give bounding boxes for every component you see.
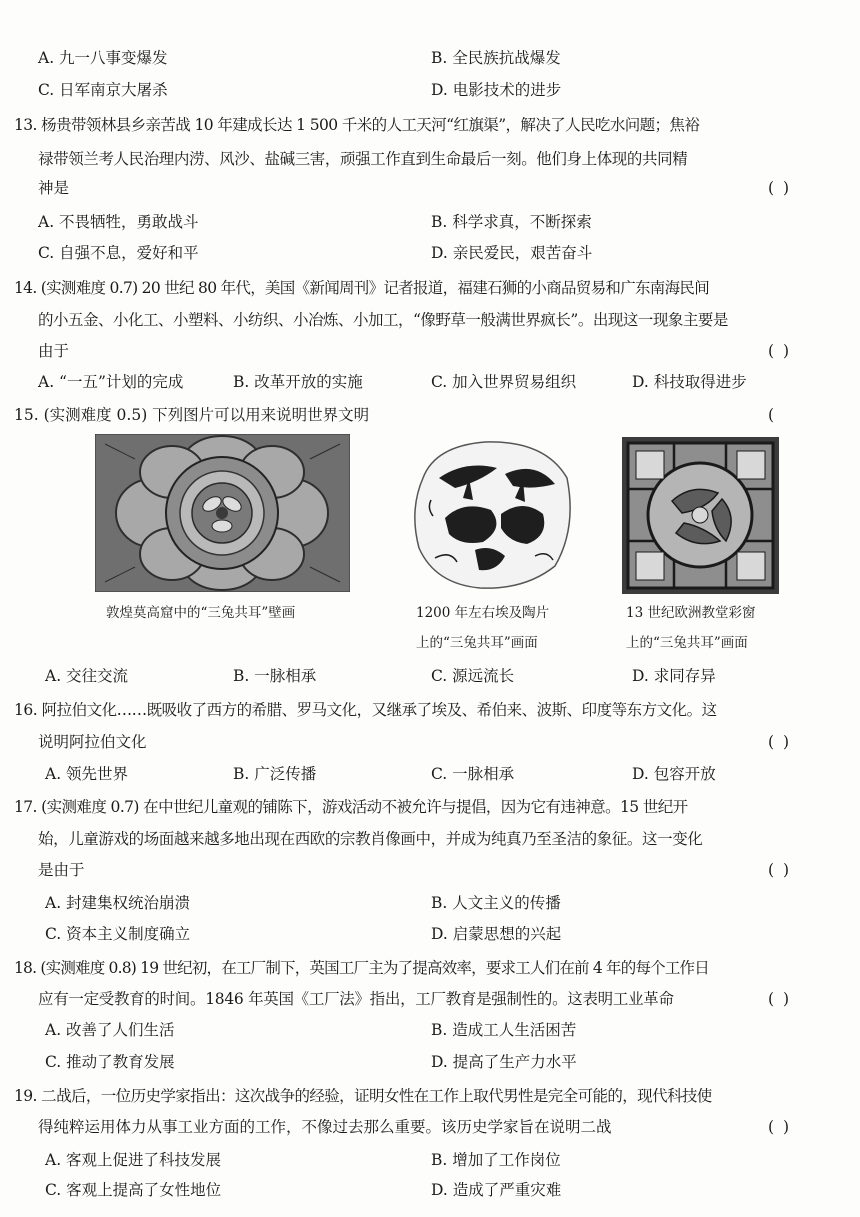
q18-option-a: A. 改善了人们生活 <box>45 1021 175 1039</box>
q15-answer-blank: ( <box>768 406 777 424</box>
q14-stem-line3: 由于 <box>38 342 70 360</box>
q13-option-a: A. 不畏牺牲，勇敢战斗 <box>38 213 199 231</box>
q19-answer-blank: ( ) <box>768 1118 792 1136</box>
q16-option-b: B. 广泛传播 <box>233 765 317 783</box>
q14-answer-blank: ( ) <box>768 342 792 360</box>
q19-option-c: C. 客观上提高了女性地位 <box>45 1181 222 1199</box>
q19-option-b: B. 增加了工作岗位 <box>431 1151 561 1169</box>
q18-option-d: D. 提高了生产力水平 <box>431 1053 577 1071</box>
q17-option-a: A. 封建集权统治崩溃 <box>45 894 191 912</box>
q13-stem-line1: 13. 杨贵带领林县乡亲苦战 10 年建成长达 1 500 千米的人工天河“红旗渠”，解决了人民吃水问题；焦裕 <box>14 116 700 134</box>
q15-option-c: C. 源远流长 <box>431 667 515 685</box>
q16-stem-line1: 16. 阿拉伯文化……既吸收了西方的希腊、罗马文化，又继承了埃及、希伯来、波斯、印度等东方文化。这 <box>14 701 717 719</box>
caption-egypt-line2: 上的“三兔共耳”画面 <box>416 635 538 651</box>
q13-stem-line3: 神是 <box>38 179 70 197</box>
q15-stem: 15. (实测难度 0.5) 下列图片可以用来说明世界文明 <box>14 406 370 424</box>
q14-stem-line2: 的小五金、小化工、小塑料、小纺织、小冶炼、小加工，“像野草一般满世界疯长”。出现这一现象主要是 <box>38 311 728 329</box>
q12-option-d: D. 电影技术的进步 <box>431 81 562 99</box>
caption-dunhuang: 敦煌莫高窟中的“三兔共耳”壁画 <box>106 605 296 621</box>
q14-option-b: B. 改革开放的实施 <box>233 373 363 391</box>
q17-stem-line2: 始，儿童游戏的场面越来越多地出现在西欧的宗教肖像画中，并成为纯真乃至圣洁的象征。这一变化 <box>38 830 703 848</box>
q16-stem-line2: 说明阿拉伯文化 <box>38 733 147 751</box>
q14-option-d: D. 科技取得进步 <box>632 373 747 391</box>
q17-option-b: B. 人文主义的传播 <box>431 894 561 912</box>
q12-option-c: C. 日军南京大屠杀 <box>38 81 168 99</box>
q17-option-d: D. 启蒙思想的兴起 <box>431 925 562 943</box>
q15-option-b: B. 一脉相承 <box>233 667 317 685</box>
q12-option-a: A. 九一八事变爆发 <box>38 49 168 67</box>
caption-europe-line2: 上的“三兔共耳”画面 <box>626 635 748 651</box>
caption-egypt-line1: 1200 年左右埃及陶片 <box>416 605 550 621</box>
q19-option-d: D. 造成了严重灾难 <box>431 1181 562 1199</box>
q18-stem-line2: 应有一定受教育的时间。1846 年英国《工厂法》指出，工厂教育是强制性的。这表明工业革命 <box>38 990 674 1008</box>
q17-stem-line3: 是由于 <box>38 861 85 879</box>
q16-option-c: C. 一脉相承 <box>431 765 515 783</box>
q15-option-a: A. 交往交流 <box>45 667 129 685</box>
q19-stem-line1: 19. 二战后，一位历史学家指出：这次战争的经验，证明女性在工作上取代男性是完全可能的，现代科技使 <box>14 1087 712 1105</box>
q17-answer-blank: ( ) <box>768 861 792 879</box>
q14-option-a: A. “一五”计划的完成 <box>38 373 184 391</box>
q17-option-c: C. 资本主义制度确立 <box>45 925 191 943</box>
q16-option-d: D. 包容开放 <box>632 765 716 783</box>
q15-option-d: D. 求同存异 <box>632 667 716 685</box>
q18-option-b: B. 造成工人生活困苦 <box>431 1021 577 1039</box>
q18-answer-blank: ( ) <box>768 990 792 1008</box>
q14-option-c: C. 加入世界贸易组织 <box>431 373 577 391</box>
q17-stem-line1: 17. (实测难度 0.7) 在中世纪儿童观的铺陈下，游戏活动不被允许与提倡，因为它有违神意。15 世纪开 <box>14 798 688 816</box>
q13-answer-blank: ( ) <box>768 179 792 197</box>
q12-option-b: B. 全民族抗战爆发 <box>431 49 561 67</box>
dunhuang-mural-image <box>95 434 350 592</box>
q16-option-a: A. 领先世界 <box>45 765 129 783</box>
q13-stem-line2: 禄带领兰考人民治理内涝、风沙、盐碱三害，顽强工作直到生命最后一刻。他们身上体现的共同精 <box>38 150 688 168</box>
q13-option-b: B. 科学求真，不断探索 <box>431 213 592 231</box>
q19-stem-line2: 得纯粹运用体力从事工业方面的工作，不像过去那么重要。该历史学家旨在说明二战 <box>38 1118 612 1136</box>
q14-stem-line1: 14. (实测难度 0.7) 20 世纪 80 年代，美国《新闻周刊》记者报道，福建石狮的小商品贸易和广东南海民间 <box>14 279 710 297</box>
q18-stem-line1: 18. (实测难度 0.8) 19 世纪初，在工厂制下，英国工厂主为了提高效率，要求工人们在前 4 年的每个工作日 <box>14 959 709 977</box>
q13-option-d: D. 亲民爱民，艰苦奋斗 <box>431 244 593 262</box>
stained-glass-image <box>622 437 779 594</box>
q13-option-c: C. 自强不息，爱好和平 <box>38 244 199 262</box>
q18-option-c: C. 推动了教育发展 <box>45 1053 175 1071</box>
q16-answer-blank: ( ) <box>768 733 792 751</box>
caption-europe-line1: 13 世纪欧洲教堂彩窗 <box>626 605 756 621</box>
q19-option-a: A. 客观上促进了科技发展 <box>45 1151 222 1169</box>
egyptian-pottery-image <box>405 438 575 593</box>
